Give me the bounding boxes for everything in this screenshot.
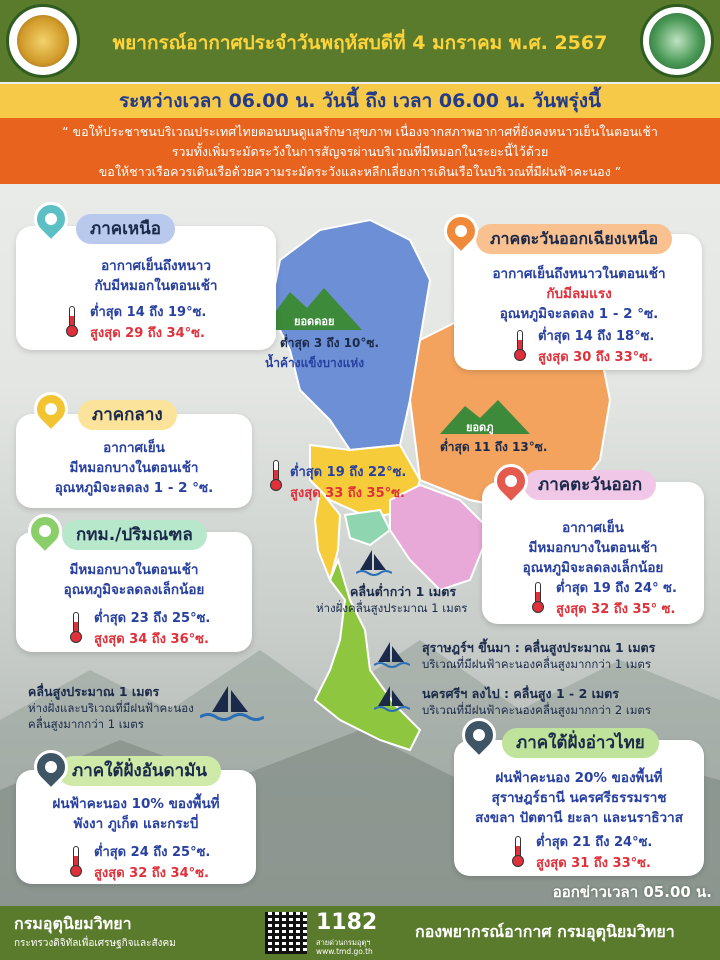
east-desc bbox=[490, 518, 696, 578]
notice-line-2: รวมทั้งเพิ่มระมัดระวังในการสัญจรผ่านบริเวณที่มีหมอกในระยะนี้ไว้ด้วย bbox=[171, 144, 549, 159]
bangkok-tag: กทม./ปริมณฑล bbox=[62, 520, 207, 550]
website-link[interactable]: www.tmd.go.th bbox=[316, 947, 373, 956]
east-desc-1: อากาศเย็น bbox=[562, 520, 624, 536]
south-andaman-tag: ภาคใต้ฝั่งอันดามัน bbox=[58, 756, 221, 786]
sailboat-icon bbox=[356, 548, 392, 578]
bangkok-min-temp: ต่ำสุด 23 ถึง 25°ซ. bbox=[94, 611, 211, 626]
bangkok-card bbox=[16, 525, 252, 652]
bangkok-max-temp: สูงสุด 34 ถึง 36°ซ. bbox=[94, 632, 209, 647]
north-card bbox=[16, 219, 276, 350]
central-desc-3: อุณหภูมิจะลดลง 1 - 2 °ซ. bbox=[54, 480, 214, 496]
south-andaman-temp bbox=[94, 842, 210, 884]
phu-temp: ต่ำสุด 11 ถึง 13°ซ. bbox=[440, 440, 548, 454]
doi-temp: ต่ำสุด 3 ถึง 10°ซ. bbox=[280, 336, 380, 350]
north-tag: ภาคเหนือ bbox=[76, 214, 175, 244]
northeast-card bbox=[454, 229, 702, 370]
north-max-temp: สูงสุด 29 ถึง 34°ซ. bbox=[90, 326, 205, 341]
sailboat-icon bbox=[374, 640, 410, 670]
northeast-min-temp: ต่ำสุด 14 ถึง 18°ซ. bbox=[538, 329, 655, 344]
east-card bbox=[482, 475, 704, 624]
south-gulf-max-temp: สูงสุด 31 ถึง 33°ซ. bbox=[536, 856, 651, 871]
northeast-desc bbox=[464, 264, 694, 324]
east-desc-3: อุณหภูมิจะลดลงเล็กน้อย bbox=[522, 560, 664, 576]
north-desc-1: อากาศเย็นถึงหนาว bbox=[101, 258, 211, 274]
hotline-number: 1182 bbox=[316, 910, 378, 935]
thermometer-icon bbox=[70, 612, 82, 642]
sailboat-icon bbox=[374, 684, 410, 714]
north-min-temp: ต่ำสุด 14 ถึง 19°ซ. bbox=[90, 305, 207, 320]
nakhon-sea-info bbox=[422, 686, 651, 718]
northeast-desc-1: อากาศเย็นถึงหนาวในตอนเช้า bbox=[492, 266, 666, 282]
hotline-sub: สายด่วนกรมอุตุฯ bbox=[316, 938, 371, 947]
central-temp bbox=[290, 462, 406, 504]
gulf-wave-title: คลื่นต่ำกว่า 1 เมตร bbox=[350, 584, 457, 599]
nakhon-wave-note: บริเวณที่มีฝนฟ้าคะนองคลื่นสูงมากกว่า 2 เมตร bbox=[422, 703, 652, 717]
surat-wave-title: สุราษฎร์ฯ ขึ้นมา : คลื่นสูงประมาณ 1 เมตร bbox=[422, 640, 656, 655]
north-desc bbox=[56, 256, 256, 296]
south-andaman-desc bbox=[26, 794, 246, 834]
northeast-tag: ภาคตะวันออกเฉียงเหนือ bbox=[476, 224, 672, 254]
surat-wave-note: บริเวณที่มีฝนฟ้าคะนองคลื่นสูงมากกว่า 1 เมตร bbox=[422, 657, 652, 671]
forecast-period: ระหว่างเวลา 06.00 น. วันนี้ ถึง เวลา 06.00 น. วันพรุ่งนี้ bbox=[0, 84, 720, 118]
northeast-max-temp: สูงสุด 30 ถึง 33°ซ. bbox=[538, 350, 653, 365]
south-gulf-desc-1: ฝนฟ้าคะนอง 20% ของพื้นที่ bbox=[495, 770, 663, 786]
south-gulf-card bbox=[454, 733, 704, 876]
east-min-temp: ต่ำสุด 19 ถึง 24° ซ. bbox=[556, 581, 677, 596]
central-max-temp: สูงสุด 33 ถึง 35°ซ. bbox=[290, 486, 405, 501]
notice-line-3: ขอให้ชาวเรือควรเดินเรือด้วยความระมัดระวังและหลีกเลี่ยงการเดินเรือในบริเวณที่มีฝนฟ้าคะนอง ” bbox=[98, 164, 622, 179]
gulf-wave-note: ห่างฝั่งคลื่นสูงประมาณ 1 เมตร bbox=[316, 601, 468, 615]
qr-code-icon[interactable] bbox=[265, 912, 307, 954]
notice-line-1: “ ขอให้ประชาชนบริเวณประเทศไทยตอนบนดูแลรักษาสุขภาพ เนื่องจากสภาพอากาศที่ยังคงหนาวเย็นในตอนเช้า bbox=[62, 124, 658, 139]
north-temp bbox=[90, 302, 206, 344]
nakhon-wave-title: นครศรีฯ ลงไป : คลื่นสูง 1 - 2 เมตร bbox=[422, 686, 619, 701]
map-bangkok-region bbox=[345, 510, 390, 545]
south-gulf-tag: ภาคใต้ฝั่งอ่าวไทย bbox=[502, 728, 659, 758]
south-andaman-min-temp: ต่ำสุด 24 ถึง 25°ซ. bbox=[94, 845, 211, 860]
east-desc-2: มีหมอกบางในตอนเช้า bbox=[528, 540, 658, 556]
central-min-temp: ต่ำสุด 19 ถึง 22°ซ. bbox=[290, 465, 407, 480]
south-andaman-desc-2: พังงา ภูเก็ต และกระบี่ bbox=[73, 816, 199, 832]
surat-sea-info bbox=[422, 640, 655, 672]
footer-org-name: กรมอุตุนิยมวิทยา bbox=[14, 914, 132, 933]
south-gulf-temp bbox=[536, 832, 652, 874]
phu-label: ยอดภู bbox=[466, 421, 494, 434]
bangkok-desc bbox=[34, 560, 234, 600]
footer-dept-name: กองพยากรณ์อากาศ กรมอุตุนิยมวิทยา bbox=[415, 922, 675, 941]
page-title: พยากรณ์อากาศประจำวันพฤหัสบดีที่ 4 มกราคม พ.ศ. 2567 bbox=[112, 32, 608, 54]
doi-frost-note: น้ำค้างแข็งบางแห่ง bbox=[265, 356, 365, 370]
northeast-temp bbox=[538, 326, 654, 368]
thermometer-icon bbox=[512, 836, 524, 866]
south-andaman-desc-1: ฝนฟ้าคะนอง 10% ของพื้นที่ bbox=[52, 796, 220, 812]
central-tag: ภาคกลาง bbox=[78, 400, 177, 430]
central-desc bbox=[34, 438, 234, 498]
footer-bar bbox=[0, 906, 720, 960]
andaman-sea-info bbox=[28, 684, 194, 732]
gulf-sea-info bbox=[350, 584, 456, 600]
issued-time: ออกข่าวเวลา 05.00 น. bbox=[552, 883, 712, 901]
east-max-temp: สูงสุด 32 ถึง 35° ซ. bbox=[556, 602, 676, 617]
south-gulf-desc-3: สงขลา ปัตตานี ยะลา และนราธิวาส bbox=[475, 810, 683, 826]
doi-label: ยอดดอย bbox=[294, 315, 335, 328]
andaman-wave-note-2: คลื่นสูงมากกว่า 1 เมตร bbox=[28, 717, 144, 731]
thermometer-icon bbox=[70, 846, 82, 876]
bangkok-desc-2: อุณหภูมิจะลดลงเล็กน้อย bbox=[63, 582, 205, 598]
bangkok-temp bbox=[94, 608, 210, 650]
northeast-desc-3: อุณหภูมิจะลดลง 1 - 2 °ซ. bbox=[499, 306, 659, 322]
central-desc-1: อากาศเย็น bbox=[103, 440, 165, 456]
andaman-wave-title: คลื่นสูงประมาณ 1 เมตร bbox=[28, 684, 160, 699]
andaman-wave-note-1: ห่างฝั่งและบริเวณที่มีฝนฟ้าคะนอง bbox=[28, 701, 194, 715]
north-desc-2: กับมีหมอกในตอนเช้า bbox=[94, 278, 218, 294]
sailboat-icon bbox=[200, 684, 264, 724]
footer-ministry: กระทรวงดิจิทัลเพื่อเศรษฐกิจและสังคม bbox=[14, 938, 176, 949]
warning-notice bbox=[0, 118, 720, 184]
south-gulf-desc-2: สุราษฎร์ธานี นครศรีธรรมราช bbox=[491, 790, 667, 806]
south-gulf-desc bbox=[460, 768, 698, 828]
bangkok-desc-1: มีหมอกบางในตอนเช้า bbox=[69, 562, 199, 578]
east-tag: ภาคตะวันออก bbox=[524, 470, 656, 500]
hotline-caption bbox=[316, 938, 373, 956]
south-gulf-min-temp: ต่ำสุด 21 ถึง 24°ซ. bbox=[536, 835, 653, 850]
northeast-desc-2: กับมีลมแรง bbox=[546, 286, 612, 302]
header-bar bbox=[0, 0, 720, 82]
south-andaman-max-temp: สูงสุด 32 ถึง 34°ซ. bbox=[94, 866, 209, 881]
thermometer-icon bbox=[270, 460, 282, 490]
tmd-royal-emblem-logo bbox=[6, 4, 80, 78]
meteorological-department-logo bbox=[640, 4, 714, 78]
thermometer-icon bbox=[532, 582, 544, 612]
east-temp bbox=[556, 578, 677, 620]
thermometer-icon bbox=[514, 330, 526, 360]
central-desc-2: มีหมอกบางในตอนเช้า bbox=[69, 460, 199, 476]
thermometer-icon bbox=[66, 306, 78, 336]
